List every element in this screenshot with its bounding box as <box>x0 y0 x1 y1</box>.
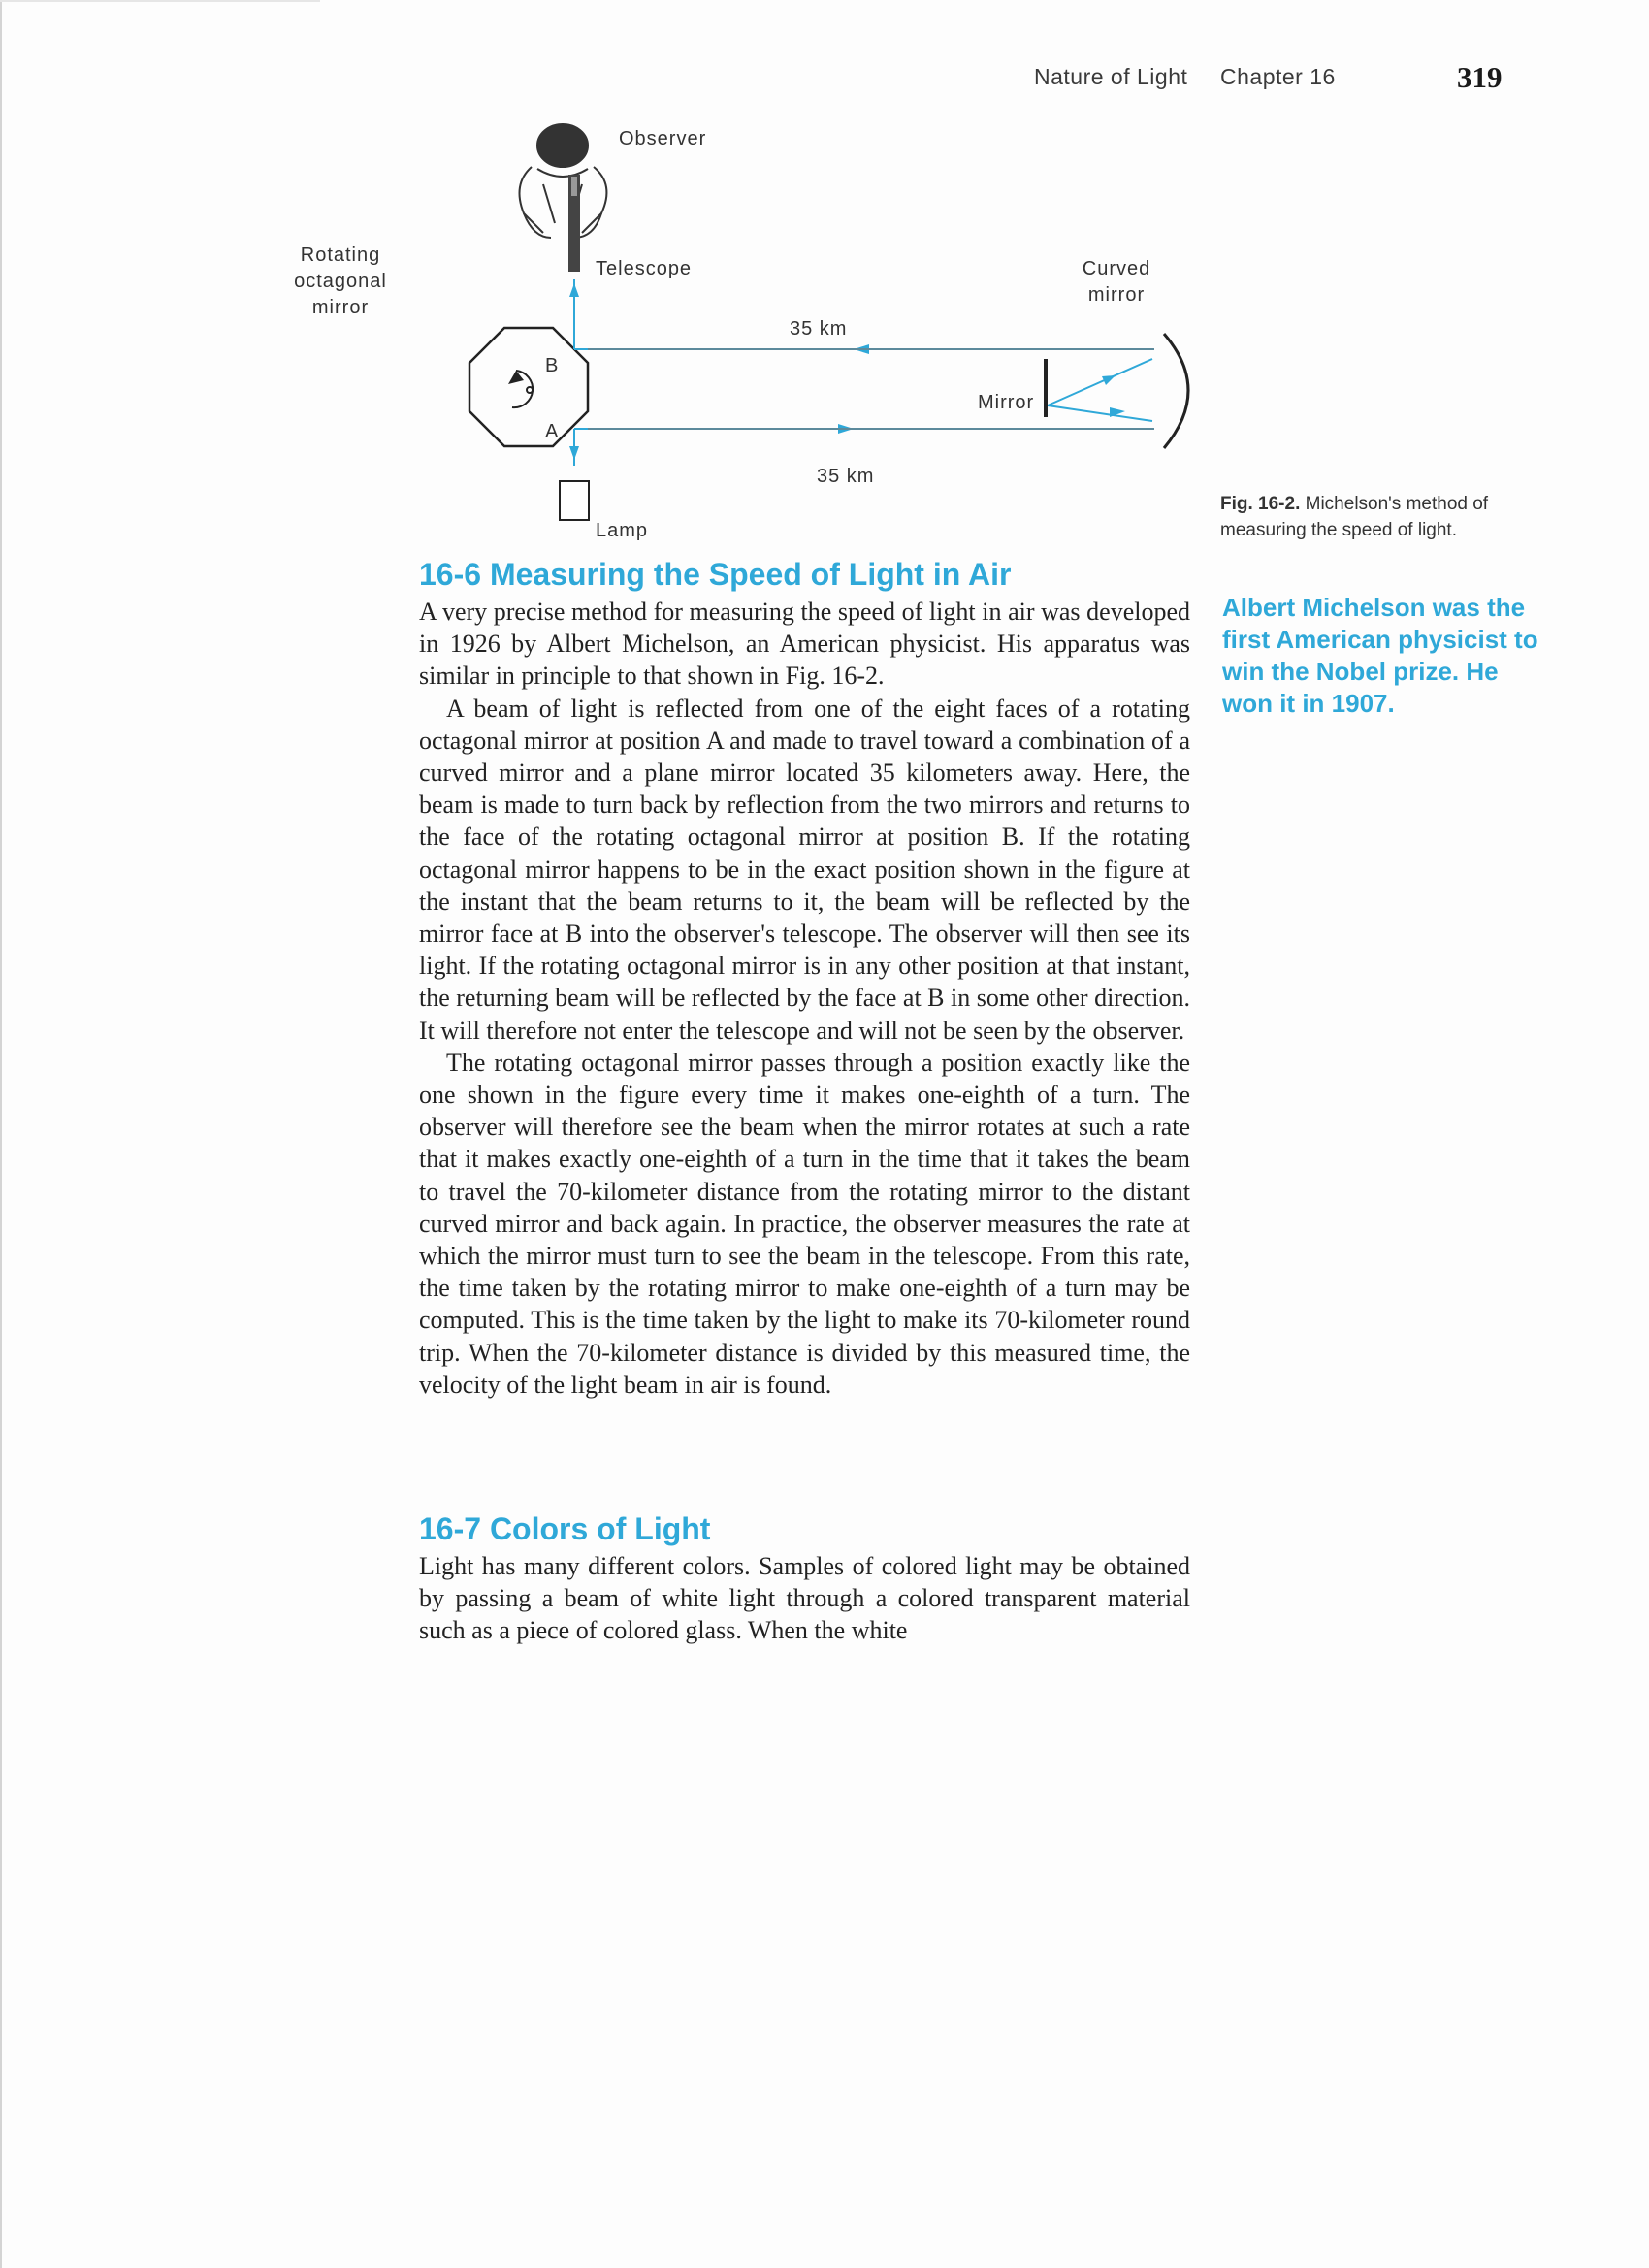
michelson-diagram <box>294 116 1212 553</box>
label-lamp: Lamp <box>596 520 649 541</box>
telescope-eyepiece <box>571 177 577 196</box>
label-rotating-mirror: Rotating octagonal mirror <box>294 244 387 318</box>
section-heading: 16-7 Colors of Light <box>419 1511 711 1546</box>
section-16-7-heading-wrap <box>419 1509 1190 1548</box>
scan-edge <box>0 0 2 2268</box>
label-plane-mirror: Mirror <box>978 392 1035 413</box>
beam-arrows <box>569 283 1125 460</box>
label-distance-bottom: 35 km <box>817 466 875 487</box>
label-telescope: Telescope <box>596 258 693 279</box>
page-number: 319 <box>1457 60 1503 94</box>
mirror-axis <box>527 387 533 393</box>
label-point-a: A <box>545 421 560 442</box>
margin-note: Albert Michelson was the first American physicist to win the Nobel prize. He won it in 1907. <box>1222 593 1538 718</box>
lamp <box>560 481 589 520</box>
scan-top-edge <box>0 0 320 2</box>
caption-text: Michelson's method of measuring the speed of light. <box>1220 494 1489 540</box>
running-head-chapter: Chapter 16 <box>1220 64 1336 89</box>
label-point-b: B <box>545 355 560 376</box>
curved-mirror <box>1164 334 1188 448</box>
label-observer: Observer <box>619 128 707 149</box>
running-head <box>989 60 1552 99</box>
paragraph: Light has many different colors. Samples of colored light may be obtained by passing a beam of white light through a colored transparent material such as a piece of colored glass. When the white <box>419 1552 1190 1645</box>
label-distance-top: 35 km <box>790 318 848 340</box>
paragraph: The rotating octagonal mirror passes through a position exactly like the one shown in the figure every time it makes one-eighth of a turn. The observer will therefore see the beam when the mirror rotates at such a rate that it makes exactly one-eighth of a turn in the time that it takes the beam to travel the 70-kilometer distance from the rotating mirror to the distant curved mirror and back again. In practice, the observer measures the rate at which the mirror must turn to see the beam in the telescope. From this rate, the time taken by the rotating mirror to make one-eighth of a turn may be computed. This is the time taken by the light to make its 70-kilometer round trip. When the 70-kilometer distance is divided by this measured time, the velocity of the light beam in air is found. <box>419 1048 1190 1399</box>
caption-label: Fig. 16-2. <box>1220 494 1301 514</box>
observer-figure <box>520 124 607 238</box>
paragraph: A very precise method for measuring the speed of light in air was developed in 1926 by Albert Michelson, an American physicist. His apparatus was similar in principle to that shown in Fig. 16-2. <box>419 598 1190 691</box>
section-16-6-body <box>419 596 1190 1401</box>
section-16-6-heading-wrap <box>419 555 1190 594</box>
section-16-7-body <box>419 1550 1190 1647</box>
running-head-section: Nature of Light <box>1034 64 1188 89</box>
section-heading: 16-6 Measuring the Speed of Light in Air <box>419 557 1012 592</box>
label-curved-mirror: Curved mirror <box>1082 258 1151 306</box>
paragraph: A beam of light is reflected from one of the eight faces of a rotating octagonal mirror at position A and made to travel toward a combination of a curved mirror and a plane mirror located 35 kilometers away. Here, the beam is made to turn back by reflection from the two mirrors and returns to the face of the rotating octagonal mirror at position B. If the rotating octagonal mirror happens to be in the exact position shown in the figure at the instant that the beam returns to it, the beam will be reflected by the mirror face at B into the observer's telescope. The observer will then see its light. If the rotating octagonal mirror is in any other position at that instant, the returning beam will be reflected by the face at B in some other direction. It will therefore not enter the telescope and will not be seen by the observer. <box>419 694 1190 1045</box>
figure-caption <box>1220 491 1550 543</box>
